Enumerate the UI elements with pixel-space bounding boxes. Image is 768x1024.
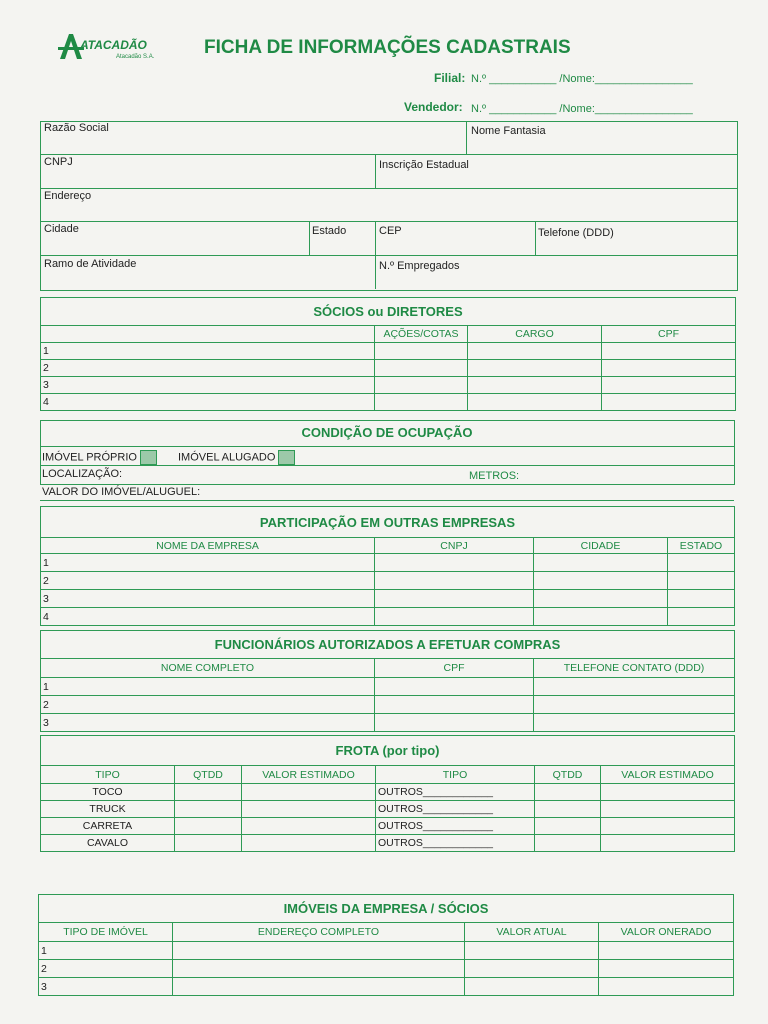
row-number: 2 [41, 360, 375, 377]
estado-field[interactable]: Estado [312, 225, 347, 237]
funcionarios-col-cpf: CPF [375, 659, 534, 678]
socios-title: SÓCIOS ou DIRETORES [41, 298, 736, 326]
frota-outros[interactable]: OUTROS____________ [376, 818, 535, 835]
participacao-table [40, 506, 735, 626]
frota-tipo: TRUCK [41, 801, 175, 818]
participacao-title: PARTICIPAÇÃO EM OUTRAS EMPRESAS [41, 507, 735, 538]
imovel-alugado-option[interactable] [178, 450, 295, 465]
imoveis-table [38, 894, 734, 996]
participacao-col-cidade: CIDADE [534, 538, 668, 554]
participacao-col-nome: NOME DA EMPRESA [41, 538, 375, 554]
imovel-proprio-label: IMÓVEL PRÓPRIO [42, 451, 137, 464]
frota-outros[interactable]: OUTROS____________ [376, 801, 535, 818]
row-number: 3 [41, 377, 375, 394]
table-row[interactable] [39, 960, 734, 978]
frota-col-valor: VALOR ESTIMADO [242, 766, 376, 784]
table-row[interactable] [39, 942, 734, 960]
table-row[interactable] [41, 377, 736, 394]
table-row[interactable] [41, 801, 735, 818]
table-row[interactable] [41, 360, 736, 377]
table-row[interactable] [41, 678, 735, 696]
imoveis-col-endereco: ENDEREÇO COMPLETO [173, 923, 465, 942]
table-row[interactable] [41, 818, 735, 835]
company-logo [58, 32, 158, 64]
imoveis-col-valor-onerado: VALOR ONERADO [599, 923, 734, 942]
table-row[interactable] [41, 343, 736, 360]
frota-tipo: TOCO [41, 784, 175, 801]
vendedor-field[interactable]: N.º ___________ /Nome:________________ [471, 103, 693, 115]
row-number: 1 [41, 554, 375, 572]
imovel-alugado-checkbox[interactable] [278, 450, 295, 465]
row-number: 1 [39, 942, 173, 960]
frota-col-qtdd2: QTDD [535, 766, 601, 784]
inscricao-field[interactable]: Inscrição Estadual [379, 159, 469, 171]
table-row[interactable] [41, 590, 735, 608]
cidade-field[interactable]: Cidade [44, 223, 79, 235]
razao-social-field[interactable]: Razão Social [44, 122, 109, 134]
socios-col-cpf: CPF [602, 326, 736, 343]
endereco-field[interactable]: Endereço [44, 190, 92, 202]
imovel-proprio-checkbox[interactable] [140, 450, 157, 465]
page-title: FICHA DE INFORMAÇÕES CADASTRAIS [204, 37, 571, 58]
frota-tipo: CARRETA [41, 818, 175, 835]
valor-imovel-field[interactable]: VALOR DO IMÓVEL/ALUGUEL: [42, 486, 201, 498]
frota-tipo: CAVALO [41, 835, 175, 852]
ramo-field[interactable]: Ramo de Atividade [44, 258, 137, 270]
frota-col-valor2: VALOR ESTIMADO [601, 766, 735, 784]
localizacao-field[interactable]: LOCALIZAÇÃO: [42, 468, 123, 480]
table-row[interactable] [41, 572, 735, 590]
row-number: 2 [39, 960, 173, 978]
socios-table [40, 297, 736, 411]
table-row[interactable] [41, 696, 735, 714]
frota-table [40, 735, 735, 852]
imovel-alugado-label: IMÓVEL ALUGADO [178, 451, 276, 464]
frota-title: FROTA (por tipo) [41, 736, 735, 766]
nome-fantasia-field[interactable]: Nome Fantasia [471, 125, 546, 137]
frota-col-tipo2: TIPO [376, 766, 535, 784]
table-row[interactable] [41, 784, 735, 801]
row-number: 2 [41, 572, 375, 590]
funcionarios-col-nome: NOME COMPLETO [41, 659, 375, 678]
table-row[interactable] [41, 554, 735, 572]
imoveis-col-tipo: TIPO DE IMÓVEL [39, 923, 173, 942]
row-number: 3 [41, 714, 375, 732]
logo-subtext: Atacadão S.A. [116, 54, 155, 60]
row-number: 3 [41, 590, 375, 608]
empregados-field[interactable]: N.º Empregados [379, 260, 460, 272]
table-row[interactable] [41, 608, 735, 626]
imoveis-col-valor-atual: VALOR ATUAL [465, 923, 599, 942]
funcionarios-title: FUNCIONÁRIOS AUTORIZADOS A EFETUAR COMPRAS [41, 631, 735, 659]
row-number: 4 [41, 394, 375, 411]
cep-field[interactable]: CEP [379, 225, 402, 237]
frota-outros[interactable]: OUTROS____________ [376, 835, 535, 852]
cnpj-field[interactable]: CNPJ [44, 156, 73, 168]
logo-text: ATACADÃO [80, 38, 147, 52]
table-row[interactable] [39, 978, 734, 996]
participacao-col-cnpj: CNPJ [375, 538, 534, 554]
ocupacao-title: CONDIÇÃO DE OCUPAÇÃO [301, 425, 473, 440]
row-number: 4 [41, 608, 375, 626]
socios-col-cargo: CARGO [468, 326, 602, 343]
row-number: 1 [41, 343, 375, 360]
table-row[interactable] [41, 714, 735, 732]
filial-label: Filial: [434, 71, 466, 85]
table-row[interactable] [41, 394, 736, 411]
imovel-proprio-option[interactable] [42, 450, 157, 465]
participacao-col-estado: ESTADO [668, 538, 735, 554]
metros-field[interactable]: METROS: [469, 470, 520, 482]
filial-field[interactable]: N.º ___________ /Nome:________________ [471, 73, 693, 85]
funcionarios-col-telefone: TELEFONE CONTATO (DDD) [534, 659, 735, 678]
frota-outros[interactable]: OUTROS____________ [376, 784, 535, 801]
funcionarios-table [40, 630, 735, 732]
frota-col-qtdd: QTDD [175, 766, 242, 784]
socios-col-acoes: AÇÕES/COTAS [375, 326, 468, 343]
row-number: 3 [39, 978, 173, 996]
telefone-field[interactable]: Telefone (DDD) [538, 227, 614, 239]
row-number: 1 [41, 678, 375, 696]
row-number: 2 [41, 696, 375, 714]
vendedor-label: Vendedor: [404, 100, 463, 114]
table-row[interactable] [41, 835, 735, 852]
frota-col-tipo: TIPO [41, 766, 175, 784]
imoveis-title: IMÓVEIS DA EMPRESA / SÓCIOS [39, 895, 734, 923]
